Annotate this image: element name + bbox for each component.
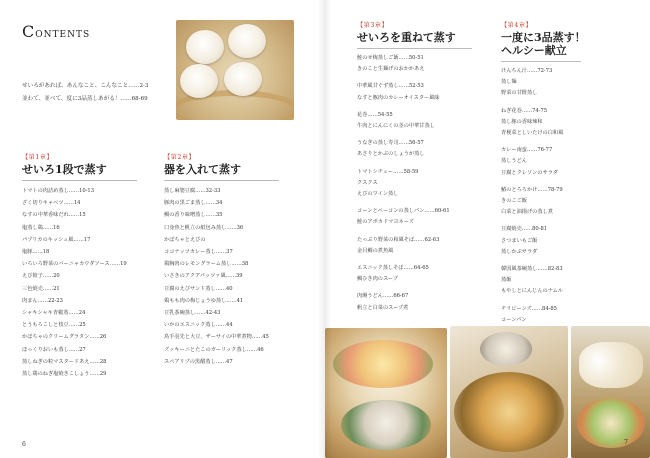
toc-entry[interactable]: 三色焼売……21 xyxy=(22,285,60,292)
toc-entry[interactable]: ココナッツカレー蒸し……37 xyxy=(164,249,233,256)
divider xyxy=(501,61,581,62)
toc-entry[interactable]: カレー南蛮……76-77 xyxy=(501,147,553,154)
toc-entry[interactable]: えびのワイン蒸し xyxy=(357,191,399,198)
toc-entry[interactable]: 肉まん……22-23 xyxy=(22,297,63,304)
toc-entry[interactable]: 肉饅うどん……66-67 xyxy=(357,293,409,300)
toc-entry[interactable]: トマトシチュー……58-59 xyxy=(357,168,419,175)
toc-entry[interactable]: パプリカのキッシュ風……17 xyxy=(22,236,91,243)
bun xyxy=(224,62,262,96)
toc-entry[interactable]: 鮭のせ梅蒸しご飯……50-51 xyxy=(357,55,424,61)
photo-detail xyxy=(577,398,645,448)
intro-item[interactable]: 並わて、並べて、度に3品蒸しあがる！……68-69 xyxy=(22,96,148,102)
page-number-left: 6 xyxy=(22,441,26,448)
toc-entry[interactable]: けんちん汁……72-73 xyxy=(501,68,553,74)
toc-entry[interactable]: 鳥手羽先と大豆、ザーサイの中華煮物……45 xyxy=(164,334,269,341)
toc-entry[interactable]: いろいろ野菜のバーニャカウダソース……19 xyxy=(22,261,127,268)
chapter-2 xyxy=(164,152,279,368)
toc-entry[interactable]: 塩蒸し鶏……16 xyxy=(22,224,60,231)
chapter-title-line-2: ヘルシー献立 xyxy=(501,44,567,57)
toc-entry[interactable]: えび餃子……20 xyxy=(22,273,60,280)
food-photo-steamer-rice xyxy=(325,328,447,458)
steamed-buns-photo xyxy=(176,20,294,120)
toc-entry[interactable]: 金目鯛の煮魚風 xyxy=(357,247,394,254)
toc-entry[interactable]: スペアリブの黒醋蒸し……47 xyxy=(164,358,233,365)
toc-entry[interactable]: いかのエスニック蒸し……44 xyxy=(164,322,233,329)
toc-entry[interactable]: 鯛ひき肉のスープ xyxy=(357,276,398,283)
toc-entry[interactable]: 鶏もも肉の梅じょうゆ蒸し……41 xyxy=(164,297,244,304)
toc-entry[interactable]: 豚肉の黒ごま蒸し……34 xyxy=(164,200,223,207)
photo-detail xyxy=(579,342,643,388)
food-photo-buns-salad xyxy=(571,326,650,458)
toc-entry[interactable]: 野菜の甘酢蒸し xyxy=(501,90,538,97)
toc-entry[interactable]: さつまいもご飯 xyxy=(501,237,538,244)
chapter-3 xyxy=(357,20,472,314)
toc-entry[interactable]: 口身魚と帆立の紙包み蒸し……36 xyxy=(164,224,244,231)
chapter-1 xyxy=(22,152,137,380)
toc-entry[interactable]: 花巻……54-55 xyxy=(357,111,393,118)
toc-entry[interactable]: 蒸しうどん xyxy=(501,158,527,165)
toc-entry[interactable]: 韓国風茶碗蒸し……82-83 xyxy=(501,266,563,273)
toc-entry[interactable]: かぼちゃのクリームグラタン……26 xyxy=(22,334,107,341)
chapter-tag: 【第1章】 xyxy=(22,154,54,161)
contents-title: Contents xyxy=(22,22,91,41)
chapter-title: せいろを重ねて蒸す xyxy=(357,31,456,44)
toc-entry[interactable]: かぼちゃとえびの xyxy=(164,236,206,243)
toc-entry[interactable]: 鶏胸肉のレモングラーム蒸し……38 xyxy=(164,261,249,268)
toc-entry[interactable]: 蒸しねぎの粒マスタードあえ……28 xyxy=(22,358,107,365)
toc-entry[interactable]: コーンとベーコンの蒸しパン……60-61 xyxy=(357,208,450,215)
toc-entry[interactable]: 塩豚……18 xyxy=(22,249,50,256)
toc-entry[interactable]: 蒸しかぶサラダ xyxy=(501,248,538,255)
toc-entry[interactable]: うなぎの蒸し寿司……56-57 xyxy=(357,140,424,147)
chapter-2-list xyxy=(164,185,279,368)
chapter-4 xyxy=(501,20,586,337)
toc-entry[interactable]: 蒸し麺 xyxy=(501,79,517,86)
intro-item[interactable]: せいろがあれば、あんなこと、こんなこと……2-3 xyxy=(22,83,149,89)
toc-entry[interactable]: 鰆のとろろかけ……78-79 xyxy=(501,186,563,193)
chapter-tag: 【第2章】 xyxy=(164,154,196,161)
toc-entry[interactable]: とうもろこしと枝豆……25 xyxy=(22,322,86,329)
toc-entry[interactable]: ねぎ花巻……74-75 xyxy=(501,107,548,114)
photo-detail xyxy=(341,400,431,450)
toc-entry[interactable]: 蒸し麻婆豆腐……32-33 xyxy=(164,188,221,194)
toc-entry[interactable]: 青梗菜としいたけの白和風 xyxy=(501,130,564,137)
toc-entry[interactable]: チリビーンズ……84-85 xyxy=(501,305,557,312)
toc-entry[interactable]: ほっくりおいも蒸し……27 xyxy=(22,346,86,353)
toc-entry[interactable]: なすと豚肉のカレーオイスター風味 xyxy=(357,94,440,101)
chapter-title: せいろ1段で蒸す xyxy=(22,163,107,176)
chapter-4-list xyxy=(501,66,586,337)
photo-detail xyxy=(454,372,564,452)
toc-entry[interactable]: きのこと生麺げのおかかあえ xyxy=(357,66,425,73)
page-number-right: 7 xyxy=(624,439,628,446)
toc-entry[interactable]: 帆立と白菜のスープ煮 xyxy=(357,304,409,311)
food-photo-noodles xyxy=(450,326,568,458)
toc-entry[interactable]: 蒸し鶏のねぎ塩焼きこしょう……29 xyxy=(22,371,107,378)
chapter-tag: 【第3章】 xyxy=(357,22,389,29)
toc-entry[interactable]: コーンパン xyxy=(501,316,527,323)
photo-detail xyxy=(480,332,532,366)
toc-entry[interactable]: 豆腐とクレソンのサラダ xyxy=(501,169,559,176)
bun xyxy=(180,64,218,98)
toc-entry[interactable]: いさきのアクアパッツァ風……39 xyxy=(164,273,243,280)
toc-entry[interactable]: 白菜と油揚げの蒸し煮 xyxy=(501,209,553,216)
toc-entry[interactable]: もやしとにんじんのナムル xyxy=(501,288,563,295)
toc-entry[interactable]: 鮭のアボカドマヨネーズ xyxy=(357,219,414,226)
toc-entry[interactable]: たっぷり野菜の和風そば……62-63 xyxy=(357,236,440,243)
toc-entry[interactable]: エスニック蒸しそば……64-65 xyxy=(357,265,429,272)
toc-entry[interactable]: ざく切りキャベツ……14 xyxy=(22,200,81,207)
divider xyxy=(22,180,137,181)
bun xyxy=(228,24,266,58)
toc-entry[interactable]: トマトの肉詰め蒸し……10-13 xyxy=(22,188,95,194)
toc-entry[interactable]: 蒸し豚の香味辣和 xyxy=(501,118,543,125)
chapter-1-list xyxy=(22,185,137,380)
chapter-3-list xyxy=(357,53,472,314)
chapter-tag: 【第4章】 xyxy=(501,22,533,29)
toc-entry[interactable]: 豆乳茶碗蒸し……42-43 xyxy=(164,310,221,317)
toc-entry[interactable]: 蒸飯 xyxy=(501,277,512,284)
toc-entry[interactable]: ズッキーニとたこのガーリック蒸し……46 xyxy=(164,346,264,353)
toc-entry[interactable]: なすの中華香味だれ……15 xyxy=(22,212,86,219)
toc-entry[interactable]: 豆腐のえびサンド蒸し……40 xyxy=(164,285,233,292)
photo-detail xyxy=(333,340,433,388)
divider xyxy=(357,48,472,49)
toc-entry[interactable]: 牛肉とにんにくの茎の中華甘蒸し xyxy=(357,123,435,130)
toc-entry[interactable]: シャキシャキ青椒蒸……24 xyxy=(22,310,86,317)
toc-entry[interactable]: クスクス xyxy=(357,179,378,186)
toc-entry[interactable]: 豆腐焼売……80-81 xyxy=(501,226,548,233)
divider xyxy=(164,180,279,181)
chapter-title: 器を入れて蒸す xyxy=(164,163,241,176)
right-page xyxy=(325,0,650,458)
toc-entry[interactable]: きのこご飯 xyxy=(501,198,527,205)
toc-entry[interactable]: 鯛の香り味噌蒸し……35 xyxy=(164,212,223,219)
book-gutter xyxy=(318,0,332,458)
chapter-title-line-1: 一度に3品蒸す！ xyxy=(501,31,586,44)
bun xyxy=(186,30,224,64)
toc-entry[interactable]: あさりとかぶのしょうが蒸し xyxy=(357,151,425,158)
toc-entry[interactable]: 中華風甘ぐず蒸し……52-53 xyxy=(357,83,424,90)
intro-links xyxy=(22,80,148,106)
